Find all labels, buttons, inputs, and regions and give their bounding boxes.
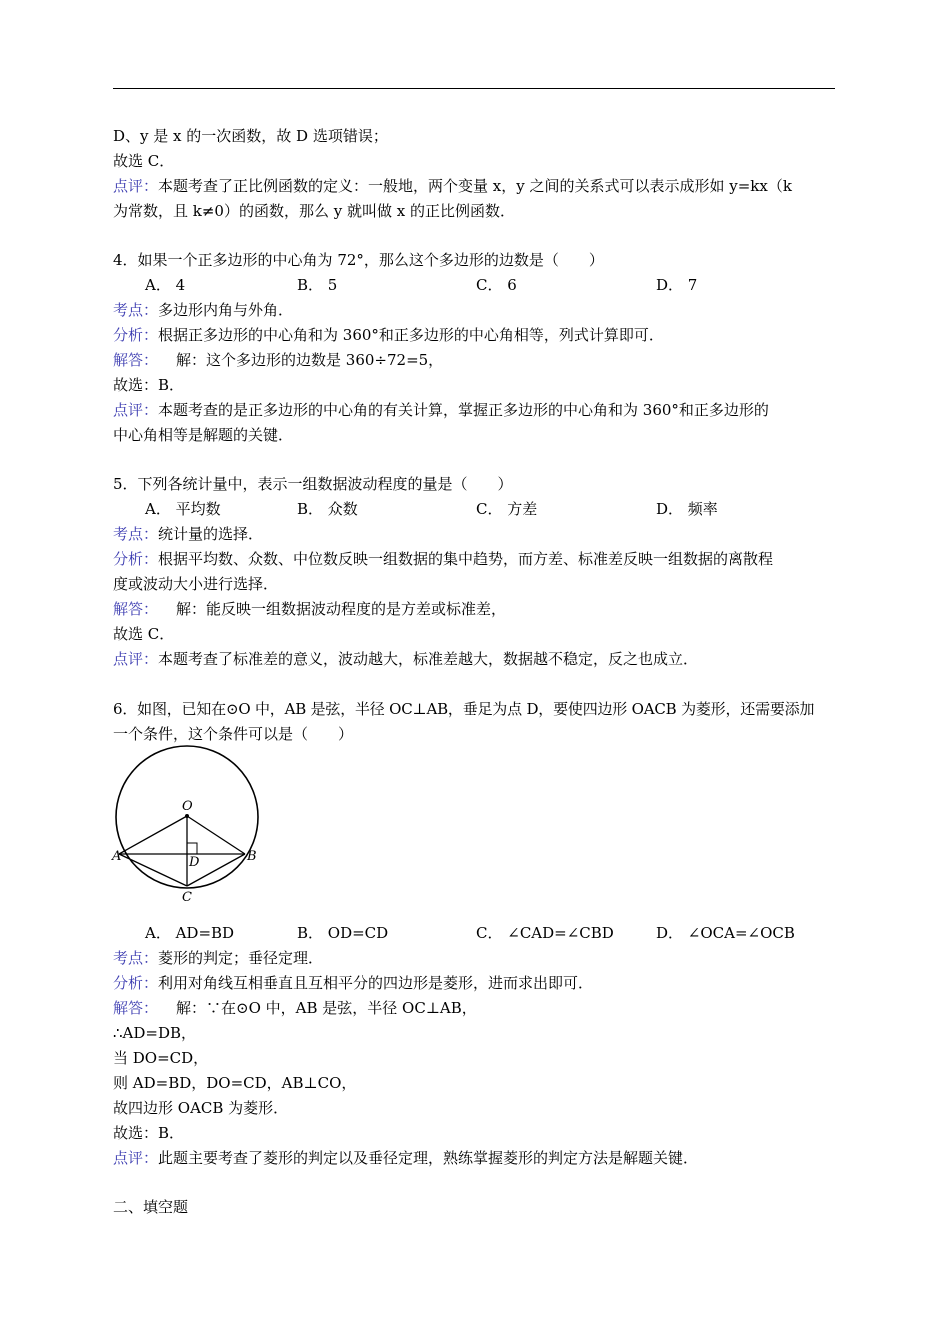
jieda-label: 解答： xyxy=(113,600,159,618)
segment-ac xyxy=(119,854,187,886)
text-line: 为常数，且 k≠0）的函数，那么 y 就叫做 x 的正比例函数． xyxy=(113,202,515,220)
q6-step: ∴AD=DB， xyxy=(113,1024,197,1042)
kaodian-text: 多边形内角与外角． xyxy=(158,301,294,319)
section-heading: 二、填空题 xyxy=(113,1198,189,1216)
question-4-stem: 4．如果一个正多边形的中心角为 72°，那么这个多边形的边数是（ ） xyxy=(113,251,604,269)
q4-answer: 故选：B． xyxy=(113,376,185,394)
label-d: D xyxy=(189,855,200,870)
q6-option-d: D． ∠OCA=∠OCB xyxy=(656,924,795,942)
fenxi-label: 分析： xyxy=(113,974,159,992)
center-point xyxy=(185,814,189,818)
q6-step: 故选：B． xyxy=(113,1124,185,1142)
label-a: A xyxy=(112,849,122,864)
q4-option-a: A． 4 xyxy=(145,276,186,294)
jieda-label: 解答： xyxy=(113,999,159,1017)
fenxi-label: 分析： xyxy=(113,326,159,344)
label-b: B xyxy=(247,849,257,864)
q4-option-c: C． 6 xyxy=(476,276,517,294)
comment-text: 本题考查了正比例函数的定义：一般地，两个变量 x，y 之间的关系式可以表示成形如 y=kx（k xyxy=(158,177,792,195)
q4-fenxi xyxy=(113,325,664,345)
dianping-label: 点评： xyxy=(113,401,159,419)
q5-option-b: B． 众数 xyxy=(297,500,358,518)
q6-dianping xyxy=(113,1148,698,1168)
q4-dianping xyxy=(113,400,769,420)
fenxi-text: 根据正多边形的中心角和为 360°和正多边形的中心角相等，列式计算即可． xyxy=(158,326,664,344)
segment-oa xyxy=(119,816,187,854)
question-6-stem-cont: 一个条件，这个条件可以是（ ） xyxy=(113,725,354,743)
header-rule xyxy=(113,88,835,89)
q6-step: 故四边形 OACB 为菱形． xyxy=(113,1099,289,1117)
dianping-text: 此题主要考查了菱形的判定以及垂径定理，熟练掌握菱形的判定方法是解题关键． xyxy=(158,1149,699,1167)
q6-option-a: A． AD=BD xyxy=(145,924,235,942)
kaodian-label: 考点： xyxy=(113,949,159,967)
fenxi-label: 分析： xyxy=(113,550,159,568)
q5-option-c: C． 方差 xyxy=(476,500,538,518)
q5-answer: 故选 C． xyxy=(113,625,175,643)
q6-step: 当 DO=CD， xyxy=(113,1049,209,1067)
q4-option-d: D． 7 xyxy=(656,276,698,294)
q4-dianping-cont: 中心角相等是解题的关键． xyxy=(113,426,294,444)
q4-kaodian xyxy=(113,300,293,320)
jieda-label: 解答： xyxy=(113,351,159,369)
dianping-label: 点评： xyxy=(113,1149,159,1167)
text-line: 故选 C． xyxy=(113,152,175,170)
q6-step: 则 AD=BD，DO=CD，AB⊥CO， xyxy=(113,1074,357,1092)
segment-ob xyxy=(187,816,245,854)
q5-option-d: D． 频率 xyxy=(656,500,718,518)
q6-option-b: B． OD=CD xyxy=(297,924,389,942)
comment-label: 点评： xyxy=(113,177,159,195)
label-c: C xyxy=(182,890,192,905)
question-5-stem: 5．下列各统计量中，表示一组数据波动程度的量是（ ） xyxy=(113,475,513,493)
q4-option-b: B． 5 xyxy=(297,276,338,294)
q5-fenxi xyxy=(113,549,773,569)
fenxi-text: 根据平均数、众数、中位数反映一组数据的集中趋势，而方差、标准差反映一组数据的离散程 xyxy=(158,550,774,568)
text-line: D、y 是 x 的一次函数，故 D 选项错误； xyxy=(113,127,388,145)
q5-dianping xyxy=(113,649,698,669)
q6-fenxi xyxy=(113,973,593,993)
q6-jieda xyxy=(113,998,477,1018)
q6-option-c: C． ∠CAD=∠CBD xyxy=(476,924,614,942)
q6-kaodian xyxy=(113,948,323,968)
kaodian-text: 菱形的判定；垂径定理． xyxy=(158,949,324,967)
comment-line xyxy=(113,176,792,196)
kaodian-label: 考点： xyxy=(113,525,159,543)
q5-kaodian xyxy=(113,524,263,544)
kaodian-text: 统计量的选择． xyxy=(158,525,264,543)
jieda-text: 解：∵在⊙O 中，AB 是弦，半径 OC⊥AB， xyxy=(176,999,477,1017)
q5-option-a: A． 平均数 xyxy=(145,500,221,518)
fenxi-text: 利用对角线互相垂直且互相平分的四边形是菱形，进而求出即可． xyxy=(158,974,594,992)
jieda-text: 解：能反映一组数据波动程度的是方差或标准差， xyxy=(176,600,507,618)
dianping-label: 点评： xyxy=(113,650,159,668)
dianping-text: 本题考查了标准差的意义，波动越大，标准差越大，数据越不稳定，反之也成立． xyxy=(158,650,699,668)
question-6-stem: 6．如图，已知在⊙O 中，AB 是弦，半径 OC⊥AB，垂足为点 D，要使四边形 OACB 为菱形，还需要添加 xyxy=(113,700,815,718)
right-angle-mark xyxy=(187,843,197,854)
q5-jieda xyxy=(113,599,506,619)
label-o: O xyxy=(182,799,193,814)
q5-fenxi-cont: 度或波动大小进行选择． xyxy=(113,575,279,593)
dianping-text: 本题考查的是正多边形的中心角的有关计算，掌握正多边形的中心角和为 360°和正多边形的 xyxy=(158,401,769,419)
jieda-text: 解：这个多边形的边数是 360÷72=5， xyxy=(176,351,444,369)
kaodian-label: 考点： xyxy=(113,301,159,319)
circle-rhombus-figure xyxy=(110,744,270,908)
q4-jieda xyxy=(113,350,443,370)
